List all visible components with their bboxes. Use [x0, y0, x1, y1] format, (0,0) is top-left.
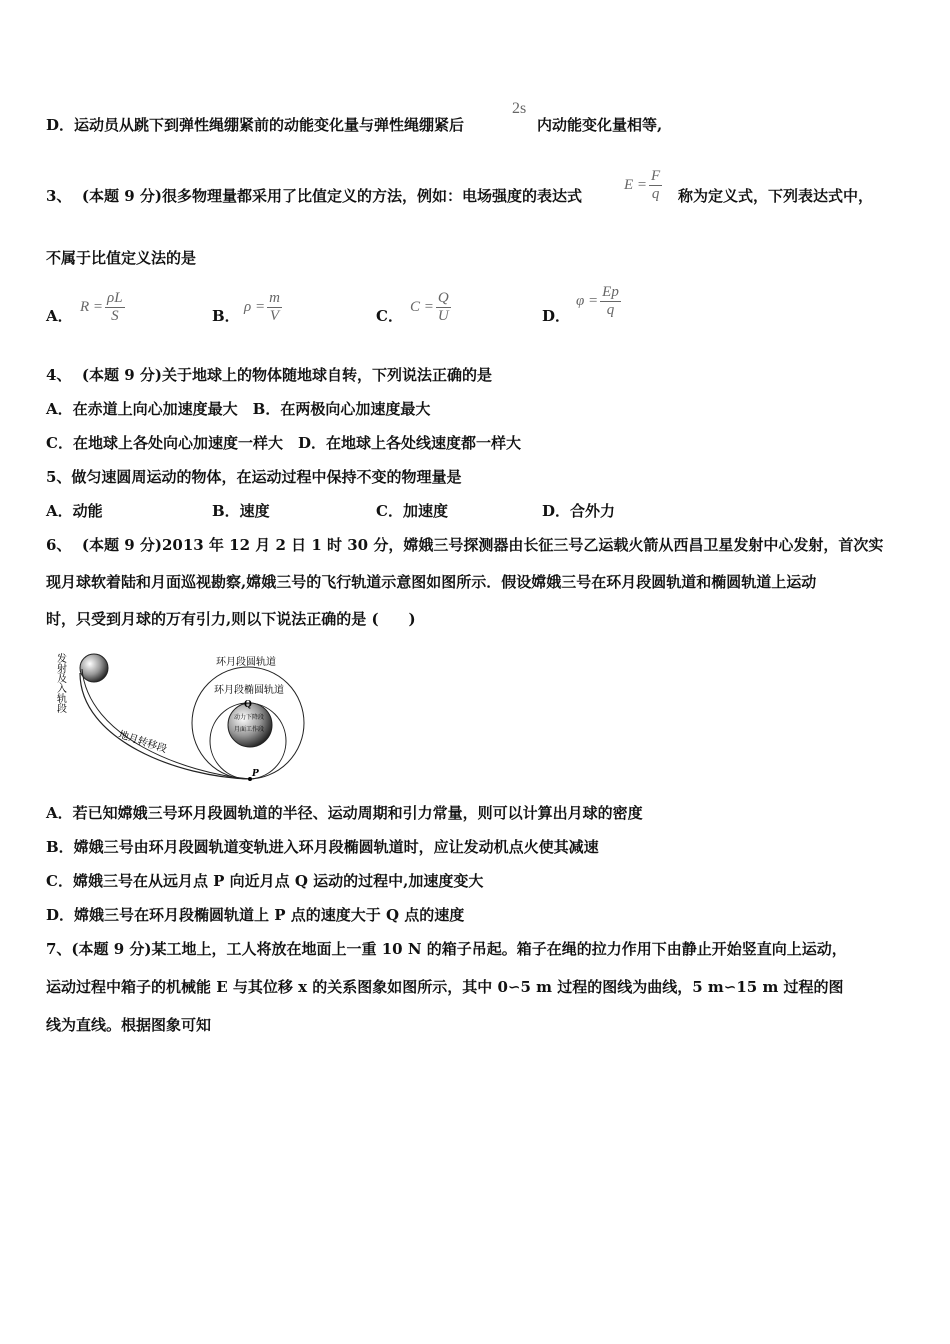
q6-stem-line1: 6、 (本题 9 分)2013 年 12 月 2 日 1 时 30 分，嫦娥三号探测器由长征三号乙运载火箭从西昌卫星发射中心发射，首次实: [46, 536, 884, 554]
earth-icon: [80, 654, 108, 682]
q5-option-c: C．加速度: [376, 502, 448, 520]
q3-option-b-formula: ρ = $\frac{m}{V}$: [244, 290, 280, 324]
q7-stem-line1: 7、(本题 9 分)某工地上，工人将放在地面上一重 10 N 的箱子吊起。箱子在绳的拉力作用下由静止开始竖直向上运动，: [46, 940, 847, 958]
orbit-diagram: [54, 645, 318, 785]
q6-option-c: C．嫦娥三号在从远月点 P 向近月点 Q 运动的过程中,加速度变大: [46, 872, 484, 890]
q6-option-a: A．若已知嫦娥三号环月段圆轨道的半径、运动周期和引力常量，则可以计算出月球的密度: [46, 804, 643, 822]
q3-option-a-formula: R = $\frac{\rho L}{S}$: [80, 290, 123, 324]
q3-field-formula: E = $\frac{F}{q}$: [624, 168, 661, 202]
q7-stem-line3: 线为直线。根据图象可知: [46, 1016, 212, 1034]
q6-option-b: B．嫦娥三号由环月段圆轨道变轨进入环月段椭圆轨道时，应让发动机点火使其减速: [46, 838, 599, 856]
q3-option-c-formula: C = $\frac{Q}{U}$: [410, 290, 449, 324]
q5-option-d: D．合外力: [542, 502, 616, 520]
q5-option-a: A．动能: [46, 502, 103, 520]
q4-options-ab: A．在赤道上向心加速度最大 B．在两极向心加速度最大: [46, 400, 431, 418]
q6-option-d: D．嫦娥三号在环月段椭圆轨道上 P 点的速度大于 Q 点的速度: [46, 906, 465, 924]
moon-text-2: 月面工作段: [234, 726, 265, 733]
transfer-label: 地月转移段: [117, 729, 169, 756]
q3-option-d-formula: φ = $\frac{Ep}{q}$: [576, 284, 619, 318]
q2-option-d: D．运动员从跳下到弹性绳绷紧前的动能变化量与弹性绳绷紧后: [46, 116, 465, 134]
circle-orbit-label: 环月段圆轨道: [216, 657, 276, 668]
moon-text-1: 动力下降段: [234, 714, 265, 721]
ellipse-orbit-label: 环月段椭圆轨道: [214, 685, 284, 696]
q6-stem-line2: 现月球软着陆和月面巡视勘察,嫦娥三号的飞行轨道示意图如图所示．假设嫦娥三号在环月段圆轨道和椭圆轨道上运动: [46, 573, 817, 591]
q3-stem-line1: 3、 (本题 9 分)很多物理量都采用了比值定义的方法，例如：电场强度的表达式: [46, 187, 582, 205]
q4-options-cd: C．在地球上各处向心加速度一样大 D．在地球上各处线速度都一样大: [46, 434, 521, 452]
q2-option-d-suffix: 内动能变化量相等,: [537, 116, 663, 134]
q4-stem: 4、 (本题 9 分)关于地球上的物体随地球自转，下列说法正确的是: [46, 366, 492, 384]
q3-option-d: D．: [542, 307, 571, 325]
q7-stem-line2: 运动过程中箱子的机械能 E 与其位移 x 的关系图象如图所示，其中 0∽5 m 过程的图线为曲线，5 m∽15 m 过程的图: [46, 978, 844, 996]
q3-stem-line1-end: 称为定义式，下列表达式中，: [678, 187, 874, 205]
q5-option-b: B．速度: [212, 502, 270, 520]
q2-time-2s: 2s: [512, 100, 527, 117]
q3-stem-line2: 不属于比值定义法的是: [46, 249, 197, 267]
q3-option-a: A．: [46, 307, 73, 325]
point-q-label: Q: [244, 700, 252, 710]
q3-option-b: B．: [212, 307, 240, 325]
q3-option-c: C．: [376, 307, 403, 325]
q5-stem: 5、做匀速圆周运动的物体，在运动过程中保持不变的物理量是: [46, 468, 462, 486]
point-p-label: P: [252, 769, 259, 779]
q6-stem-line3: 时，只受到月球的万有引力,则以下说法正确的是 ( ): [46, 610, 416, 628]
launch-label: 发射及入轨段: [54, 653, 66, 713]
